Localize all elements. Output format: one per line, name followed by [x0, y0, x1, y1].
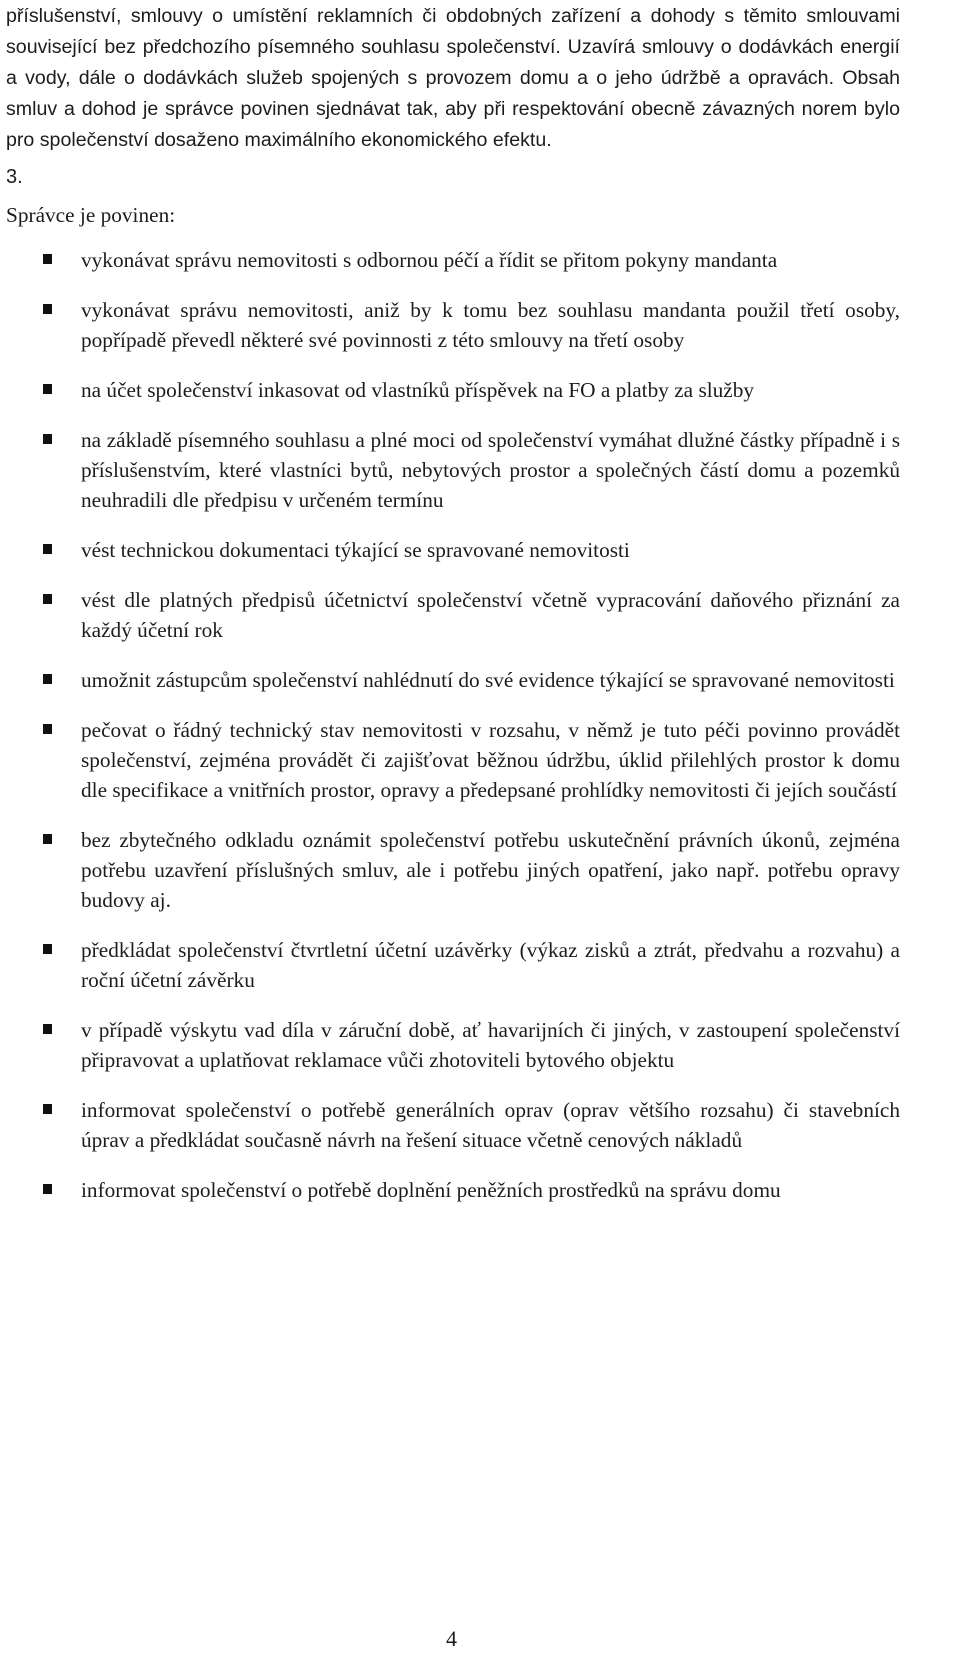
list-item [6, 1015, 900, 1075]
square-bullet-icon [43, 1024, 52, 1034]
duty-text: v případě výskytu vad díla v záruční době, ať havarijních či jiných, v zastoupení společenství připravovat a uplatňovat reklamace vůči zhotoviteli bytového objektu [81, 1018, 900, 1072]
section-number: 3. [6, 166, 23, 188]
square-bullet-icon [43, 384, 52, 394]
document-page [6, 0, 900, 1225]
list-item [6, 295, 900, 355]
square-bullet-icon [43, 544, 52, 554]
square-bullet-icon [43, 1184, 52, 1194]
intro-paragraph: příslušenství, smlouvy o umístění reklamních či obdobných zařízení a dohody s těmito smlouvami související bez předchozího písemného souhlasu společenství. Uzavírá smlouvy o dodávkách energií a vody, dále o dodávkách služeb spojených s provozem domu a o jeho údržbě a opravách. Obsah smluv a dohod je správce povinen sjednávat tak, aby při respektování obecně závazných norem bylo pro společenství dosaženo maximálního ekonomického efektu. [6, 5, 900, 151]
list-item [6, 1095, 900, 1155]
square-bullet-icon [43, 1104, 52, 1114]
square-bullet-icon [43, 594, 52, 604]
duty-text: vykonávat správu nemovitosti s odbornou péčí a řídit se přitom pokyny mandanta [81, 248, 778, 272]
list-item [6, 245, 900, 275]
duty-text: pečovat o řádný technický stav nemovitosti v rozsahu, v němž je tuto péči povinno provádět společenství, zejména provádět či zajišťovat běžnou údržbu, úklid přilehlých prostor k domu dle specifikace a vnitřních prostor, opravy a předepsané prohlídky nemovitosti či jejích součástí [81, 718, 900, 802]
list-item [6, 1175, 900, 1205]
duty-text: umožnit zástupcům společenství nahlédnutí do své evidence týkající se spravované nemovitosti [81, 668, 895, 692]
square-bullet-icon [43, 944, 52, 954]
square-bullet-icon [43, 674, 52, 684]
page-number: 4 [446, 1626, 457, 1651]
square-bullet-icon [43, 834, 52, 844]
duty-text: bez zbytečného odkladu oznámit společenství potřebu uskutečnění právních úkonů, zejména potřebu uzavření příslušných smluv, ale i potřebu jiných opatření, jako např. potřebu opravy budovy aj. [81, 828, 900, 912]
list-item [6, 825, 900, 915]
list-item [6, 585, 900, 645]
list-item [6, 535, 900, 565]
duty-text: informovat společenství o potřebě generálních oprav (oprav většího rozsahu) či stavebních úprav a předkládat současně návrh na řešení situace včetně cenových nákladů [81, 1098, 900, 1152]
square-bullet-icon [43, 254, 52, 264]
duty-text: na základě písemného souhlasu a plné moci od společenství vymáhat dlužné částky případně i s příslušenstvím, které vlastníci bytů, nebytových prostor a společných částí domu a pozemků neuhradili dle předpisu v určeném termínu [81, 428, 900, 512]
list-item [6, 375, 900, 405]
square-bullet-icon [43, 724, 52, 734]
list-item [6, 935, 900, 995]
list-item [6, 425, 900, 515]
list-item [6, 715, 900, 805]
duty-text: informovat společenství o potřebě doplnění peněžních prostředků na správu domu [81, 1178, 781, 1202]
duties-list [6, 245, 900, 1205]
duty-text: na účet společenství inkasovat od vlastníků příspěvek na FO a platby za služby [81, 378, 755, 402]
duty-text: předkládat společenství čtvrtletní účetní uzávěrky (výkaz zisků a ztrát, předvahu a rozvahu) a roční účetní závěrku [81, 938, 900, 992]
list-item [6, 665, 900, 695]
duty-text: vést dle platných předpisů účetnictví společenství včetně vypracování daňového přiznání za každý účetní rok [81, 588, 900, 642]
duty-text: vykonávat správu nemovitosti, aniž by k tomu bez souhlasu mandanta použil třetí osoby, popřípadě převedl některé své povinnosti z této smlouvy na třetí osoby [81, 298, 900, 352]
duty-text: vést technickou dokumentaci týkající se spravované nemovitosti [81, 538, 630, 562]
square-bullet-icon [43, 434, 52, 444]
square-bullet-icon [43, 304, 52, 314]
section-lead: Správce je povinen: [6, 203, 176, 227]
